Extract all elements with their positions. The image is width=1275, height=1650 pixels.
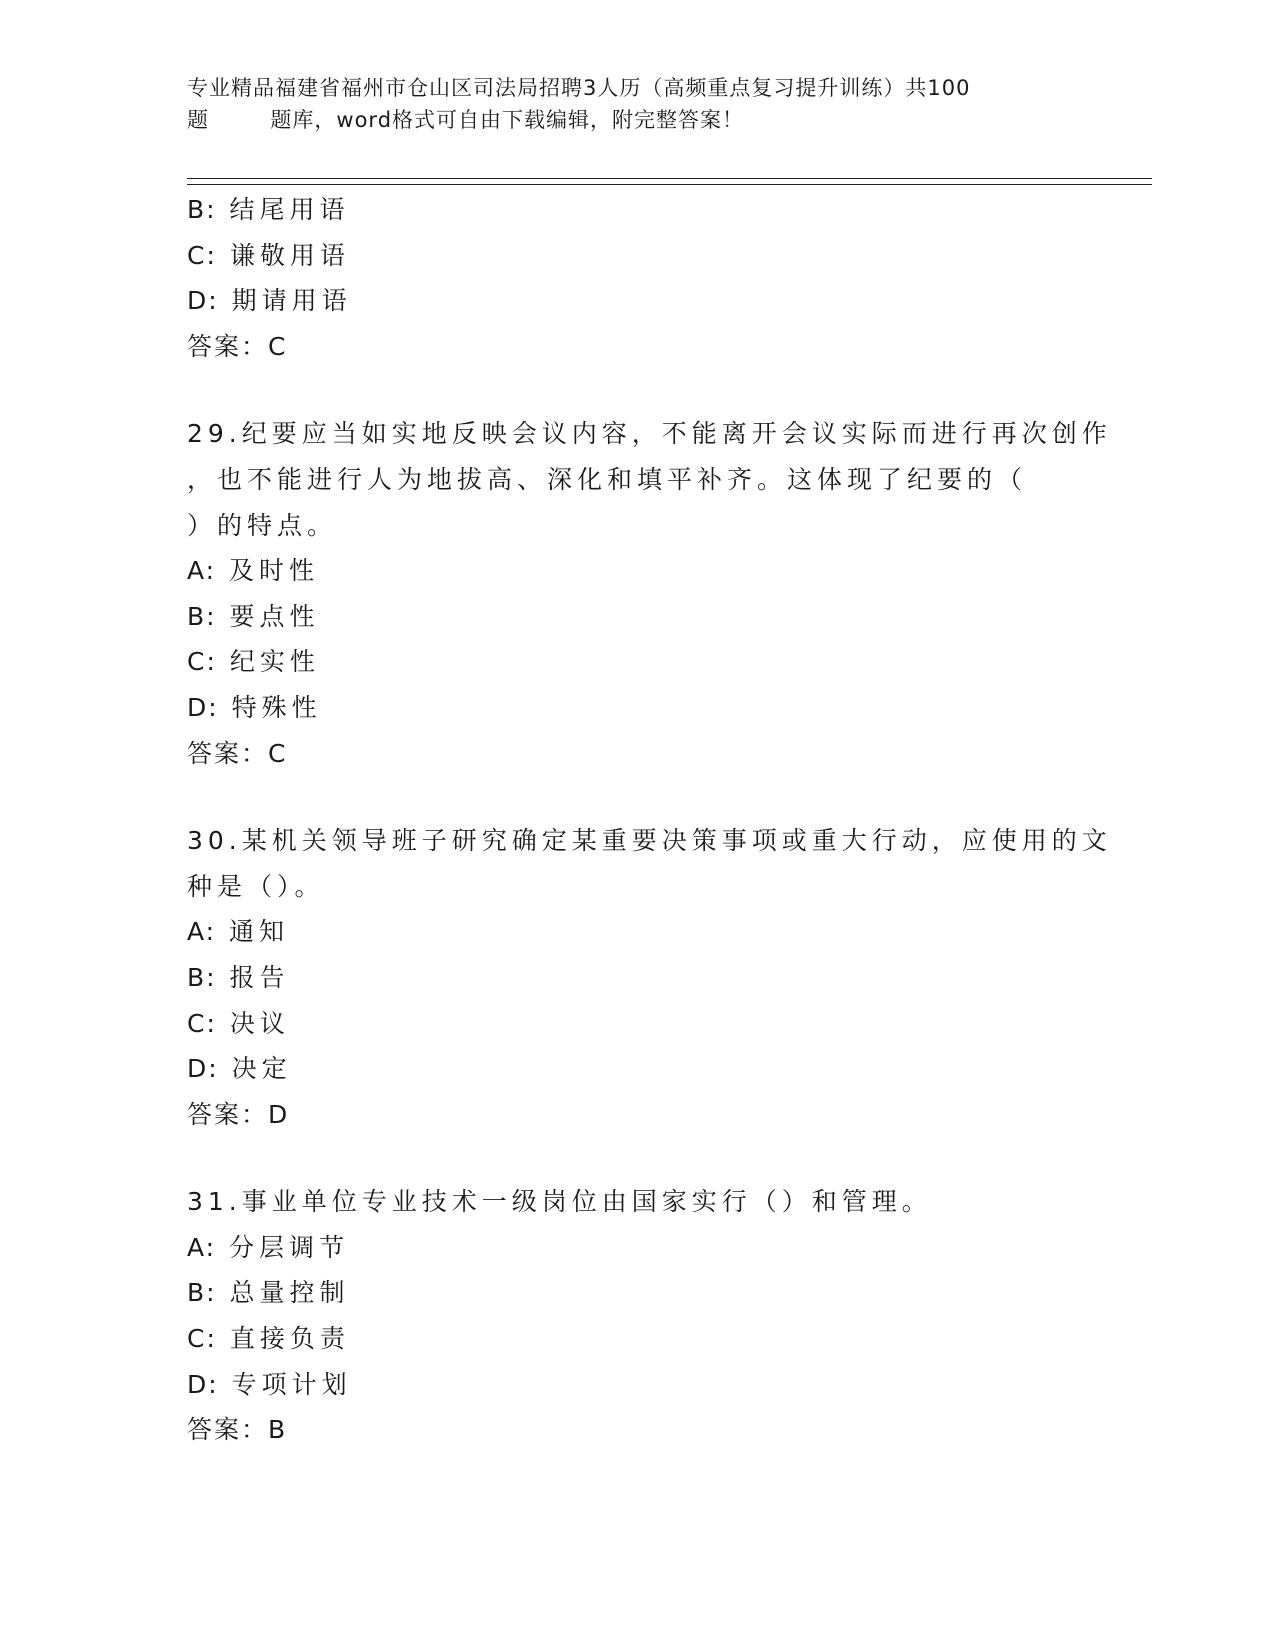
option-key: D: [187, 1054, 219, 1084]
option-text: 通知 [229, 917, 290, 947]
option-key: A: [187, 1232, 217, 1262]
document-body [187, 187, 1112, 1453]
option-key: A: [187, 917, 217, 947]
option-d [187, 278, 1067, 324]
option-text: 专项计划 [231, 1369, 352, 1399]
answer-line: 答案：C [187, 331, 288, 361]
option-text: 特殊性 [231, 692, 322, 722]
option-key: D: [187, 286, 219, 316]
option-text: 直接负责 [229, 1324, 350, 1354]
option-key: B: [187, 962, 217, 992]
question-stem-line: 29.纪要应当如实地反映会议内容，不能离开会议实际而进行再次创作 [187, 419, 1112, 449]
option-key: C: [187, 647, 217, 677]
option-d [187, 1046, 1067, 1092]
option-text: 期请用语 [231, 286, 352, 316]
option-b [187, 1270, 1067, 1316]
header-title-line-2: 题 题库，word格式可自由下载编辑，附完整答案！ [187, 108, 745, 132]
option-d [187, 685, 1067, 731]
option-text: 分层调节 [229, 1232, 350, 1262]
option-a [187, 1225, 1067, 1271]
answer-line: 答案：C [187, 738, 288, 768]
option-a [187, 548, 1067, 594]
option-b [187, 594, 1067, 640]
question-block-30 [187, 818, 1112, 1137]
question-stem-line: ）的特点。 [187, 510, 338, 540]
option-a [187, 909, 1067, 955]
question-stem-line: 31.事业单位专业技术一级岗位由国家实行（）和管理。 [187, 1187, 932, 1217]
question-block-29 [187, 411, 1112, 776]
option-c [187, 639, 1067, 685]
option-text: 谦敬用语 [229, 240, 350, 270]
option-key: C: [187, 240, 217, 270]
option-c [187, 1316, 1067, 1362]
option-text: 决议 [229, 1008, 290, 1038]
option-b [187, 187, 1067, 233]
answer-line: 答案：D [187, 1099, 290, 1129]
option-key: D: [187, 692, 219, 722]
option-text: 总量控制 [229, 1278, 350, 1308]
option-text: 要点性 [229, 601, 320, 631]
option-b [187, 955, 1067, 1001]
option-key: A: [187, 556, 217, 586]
option-key: C: [187, 1324, 217, 1354]
option-key: D: [187, 1369, 219, 1399]
page-header [187, 72, 1087, 136]
answer-line: 答案：B [187, 1415, 288, 1445]
question-stem-line: 30.某机关领导班子研究确定某重要决策事项或重大行动，应使用的文 [187, 826, 1112, 856]
question-stem-line: 种是（）。 [187, 871, 325, 901]
option-text: 纪实性 [229, 647, 320, 677]
option-key: B: [187, 195, 217, 224]
option-text: 及时性 [229, 556, 320, 586]
question-block-28-tail [187, 187, 1067, 369]
header-divider [187, 178, 1152, 185]
option-key: B: [187, 601, 217, 631]
option-text: 报告 [229, 962, 290, 992]
option-key: C: [187, 1008, 217, 1038]
option-key: B: [187, 1278, 217, 1308]
question-block-31 [187, 1179, 1067, 1453]
option-text: 决定 [231, 1054, 292, 1084]
option-c [187, 233, 1067, 279]
option-d [187, 1362, 1067, 1408]
option-text: 结尾用语 [229, 195, 350, 224]
option-c [187, 1001, 1067, 1047]
header-title-line-1: 专业精品福建省福州市仓山区司法局招聘3人历（高频重点复习提升训练）共100 [187, 76, 971, 100]
question-stem-line: ，也不能进行人为地拔高、深化和填平补齐。这体现了纪要的（ [187, 464, 1028, 494]
